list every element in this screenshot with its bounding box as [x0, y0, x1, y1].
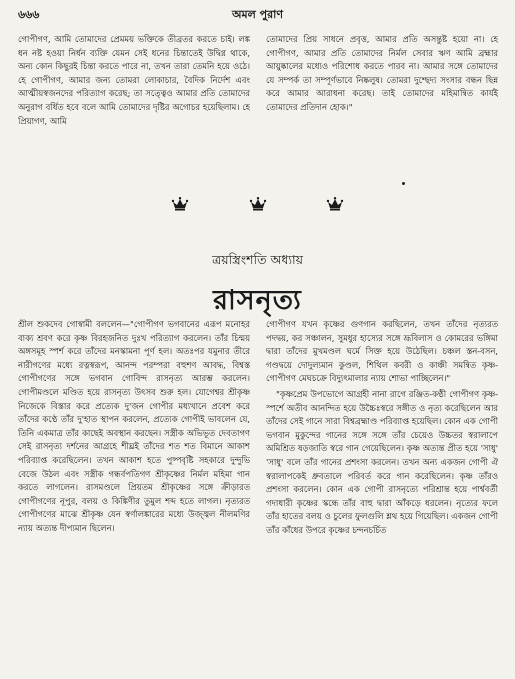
running-title: অমল পুরাণ	[231, 8, 284, 21]
bottom-right-column	[266, 318, 498, 674]
crown-ornament-icon	[249, 196, 267, 216]
chapter-heading: ত্রয়স্ত্রিংশতি অধ্যায়	[212, 252, 303, 267]
section-divider-ornaments	[0, 196, 515, 216]
stray-dot	[402, 182, 405, 185]
crown-ornament-icon	[326, 196, 344, 216]
page-number: ৬৬৬	[18, 8, 40, 21]
paragraph: শ্রীল শুকদেব গোস্বামী বললেন—"গোপীগণ ভগবানের এরূপ মনোহর বাক্য শ্রবণ করে কৃষ্ণ বিরহজনিত দুঃখ পরিত্যাগ করলেন। তাঁর চিন্ময় অঙ্গসমূহ স্পর্শ করে তাঁদের মনস্কামনা পূর্ণ হল। অতঃপর যমুনার তীরে নারীগণের মধ্যে রত্নস্বরূপ, আনন্দ পরম্পরা বহুশণ আবদ্ধ, বিশ্বস্ত গোপীগণের সঙ্গে ভগবান গোবিন্দ রাসনৃত্য আরম্ভ করলেন। গোপীমণ্ডলে মণ্ডিত হয়ে রাসনৃত্য উৎসব শুরু হল। যোগেশ্বর শ্রীকৃষ্ণ নিজেকে বিস্তার করে প্রত্যেক দু'জন গোপীর মধ্যখানে প্রবেশ করে তাঁদের কণ্ঠে তাঁর দু'হাত স্থাপন করলেন, প্রত্যেক গোপীই ভাবলেন যে, তিনি একমাত্র তাঁর কাছেই অবস্থান করছেন। সস্ত্রীক অভিভূত দেবতাগণ সেই রাসনৃত্য দর্শনের আগ্রহে শীঘ্রই তাঁদের শত শত বিমানে আকাশ পরিব্যাপ্ত করেছিলেন। তখন আকাশ হতে পুষ্পবৃষ্টি সহকারে দুন্দুভি বেজে উঠল এবং সস্ত্রীক গন্ধর্বপতিগণ শ্রীকৃষ্ণের নির্মল মহিমা গান করতে লাগলেন। রাসমণ্ডলে প্রিয়তম শ্রীকৃষ্ণের সঙ্গে ক্রীড়ারত গোপীগণের নূপুর, বলয় ও কিঙ্কিণীর তুমুল শব্দ হতে লাগল। নৃত্যরত গোপীগণের মাঝে শ্রীকৃষ্ণ যেন স্বর্ণালঙ্কারের মধ্যে উজ্জ্বল নীলমণির ন্যায় অত্যন্ত দীপ্যমান ছিলেন।	[18, 319, 250, 533]
crown-ornament-icon	[171, 196, 189, 216]
top-right-column	[266, 33, 498, 173]
paragraph: "কৃষ্ণপ্রেম উপভোগে আগ্রহী নানা রাগে রঞ্জিত-কণ্ঠী গোপীগণ কৃষ্ণ-স্পর্শে অতীব আনন্দিত হয়ে উচ্চৈঃস্বরে সঙ্গীত ও নৃত্য করেছিলেন আর তাঁদের সেই গানে সারা বিশ্বব্রহ্মাণ্ড পরিব্যাপ্ত হয়েছিল। কোন এক গোপী ভগবান মুকুন্দের গানের সঙ্গে সঙ্গে তাঁর চেয়েও উচ্চতর স্বরালাপে অমিশ্রিত ষড়জাতি স্বরে গান গেয়েছিলেন। কৃষ্ণ অত্যন্ত প্রীত হয়ে 'সাধু' 'সাধু' বলে তাঁর গানের প্রশংসা করলেন। তখন অন্য একজন গোপী ঐ স্বরালাপকেই ধ্রুবতালে পরিবর্ত করে গান করেছিলেন। কৃষ্ণ তাঁরও প্রশংসা করলেন। কোন এক গোপী রাসনৃত্যে পরিশ্রান্ত হয়ে পার্শ্ববর্তী গদাধারী কৃষ্ণের স্কন্ধে তাঁর বাহু দ্বারা আঁকড়ে ধরলেন। নৃত্যের ফলে তাঁর হাতের বলয় ও চুলের ফুলগুলি শ্লথ হয়ে গিয়েছিল। একজন গোপী তাঁর কাঁধের উপরে কৃষ্ণের চন্দনচর্চিত	[266, 388, 498, 535]
paragraph: তোমাদের প্রিয় সাধনে প্রবৃত্ত, আমার প্রতি অসন্তুষ্ট হয়ো না। হে গোপীগণ, আমার প্রতি তোমাদের নির্মল সেবার ঋণ আমি ব্রহ্মার আয়ুষ্কালের মধ্যেও পরিশোধ করতে পারব না। আমার সঙ্গে তোমাদের যে সম্পর্ক তা সম্পূর্ণভাবে নিষ্কলুষ। তোমরা দুশ্ছেদ্য সংসার বন্ধন ছিন্ন করে আমার আরাধনা করেছ। তাই তোমাদের মহিমান্বিত কার্যই তোমাদের প্রতিদান হোক।"	[266, 34, 498, 112]
paragraph: গোপীগণ, আমি তোমাদের প্রেমময় ভক্তিকে তীব্রতর করতে চাই। লঙ্ক ধন নষ্ট হওয়া নির্ধন ব্যক্তি যেমন সেই ধনের চিন্তাতেই উদ্বিগ্ন থাকে, অন্য কোন কিছুরই চিন্তা করতে পারে না, তখন তারা তেমনি হয়ে ওঠে। হে গোপীগণ, আমার জন্য তোমরা লোকাচার, বৈদিক নির্দেশ এবং আত্মীয়স্বজনদের পরিত্যাগ করেছ; তা সত্ত্বেও আমার প্রতি তোমাদের অনুরাগ বর্ধিত হবে বলে আমি তোমাদের দৃষ্টির অগোচর হয়েছিলাম। হে প্রিয়াগণ, আমি	[18, 34, 250, 126]
bottom-left-column	[18, 318, 250, 674]
page-header	[18, 6, 497, 22]
chapter-title: রাসনৃত্য	[213, 285, 302, 316]
top-left-column	[18, 33, 250, 173]
paragraph: গোপীগণ যখন কৃষ্ণের গুণগান করছিলেন, তখন তাঁদের নৃত্যরত পদদ্বয়, কর সঞ্চালন, সুমধুর হাস্যের সঙ্গে ভ্রূবিলাস ও কোমরের ভঙ্গিমা দ্বারা তাঁদের মুখমণ্ডল ঘর্মে সিক্ত হয়ে উঠেছিল। চঞ্চল স্তন-বসন, গণ্ডদ্বয়ে দোদুল্যমান কুণ্ডল, শিথিল কবরী ও কাঞ্চী সমন্বিত কৃষ্ণ-গোপীগণ মেঘচক্রে বিদ্যুৎমালার ন্যায় শোভা পাচ্ছিলেন।"	[266, 319, 498, 384]
